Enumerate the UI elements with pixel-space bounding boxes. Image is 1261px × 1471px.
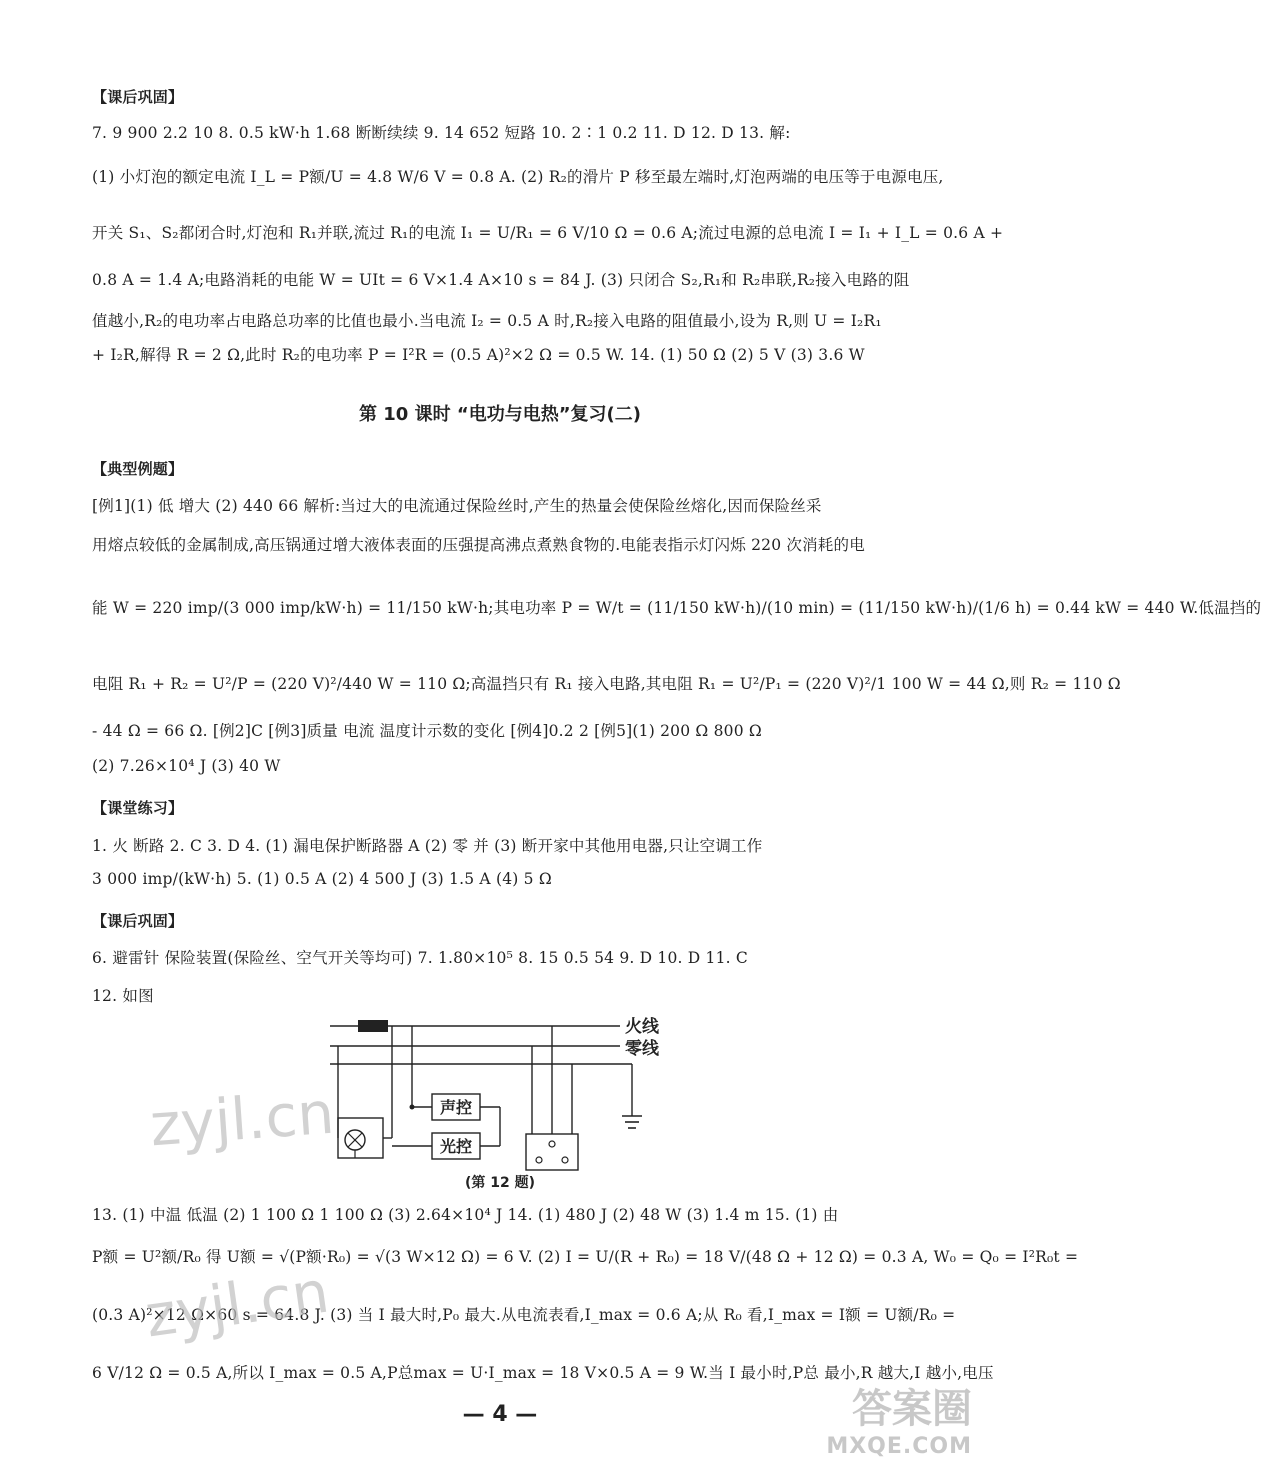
live-wire-label: 火线: [625, 1017, 659, 1037]
text-line: 6. 避雷针 保险装置(保险丝、空气开关等均可) 7. 1.80×10⁵ 8. 15 0.5 54 9. D 10. D 11. C: [92, 949, 748, 967]
text-line: 用熔点较低的金属制成,高压锅通过增大液体表面的压强提高沸点煮熟食物的.电能表指示灯闪烁 220 次消耗的电: [92, 536, 865, 554]
fuse: [358, 1020, 388, 1032]
text-line: P额 = U²额/R₀ 得 U额 = √(P额·R₀) = √(3 W×12 Ω) = 6 V. (2) I = U/(R + R₀) = 18 V/(48 Ω + 12 Ω) = 0.3 A, W₀ = Q₀ = I²R₀t =: [92, 1248, 1079, 1266]
watermark: zyjl.cn: [147, 1078, 337, 1160]
text-line: - 44 Ω = 66 Ω. [例2]C [例3]质量 电流 温度计示数的变化 [例4]0.2 2 [例5](1) 200 Ω 800 Ω: [92, 722, 762, 740]
sound-switch-label: 声控: [439, 1098, 473, 1117]
circuit-diagram: [320, 1012, 690, 1192]
lesson-title: 第 10 课时 “电功与电热”复习(二): [359, 404, 641, 425]
text-line: 1. 火 断路 2. C 3. D 4. (1) 漏电保护断路器 A (2) 零 并 (3) 断开家中其他用电器,只让空调工作: [92, 837, 763, 855]
text-line: 电阻 R₁ + R₂ = U²/P = (220 V)²/440 W = 110 Ω;高温挡只有 R₁ 接入电路,其电阻 R₁ = U²/P₁ = (220 V)²/1 100 W = 44 Ω,则 R₂ = 110 Ω: [92, 675, 1121, 693]
figure-caption: (第 12 题): [464, 1175, 536, 1191]
socket: [526, 1134, 578, 1170]
text-line: 13. (1) 中温 低温 (2) 1 100 Ω 1 100 Ω (3) 2.64×10⁴ J 14. (1) 480 J (2) 48 W (3) 1.4 m 15. (1) 由: [92, 1206, 839, 1224]
page-number: — 4 —: [462, 1402, 538, 1427]
text-line: 6 V/12 Ω = 0.5 A,所以 I_max = 0.5 A,P总max = U·I_max = 18 V×0.5 A = 9 W.当 I 最小时,P总 最小,R 越大,I 越小,电压: [92, 1364, 994, 1382]
text-line: (0.3 A)²×12 Ω×60 s = 64.8 J. (3) 当 I 最大时,P₀ 最大.从电流表看,I_max = 0.6 A;从 R₀ 看,I_max = I额 = U额/R₀ =: [92, 1306, 956, 1324]
text-line: (1) 小灯泡的额定电流 I_L = P额/U = 4.8 W/6 V = 0.8 A. (2) R₂的滑片 P 移至最左端时,灯泡两端的电压等于电源电压,: [92, 168, 944, 186]
section-heading: 【课堂练习】: [92, 799, 184, 817]
text-line: 7. 9 900 2.2 10 8. 0.5 kW·h 1.68 断断续续 9. 14 652 短路 10. 2∶1 0.2 11. D 12. D 13. 解:: [92, 124, 791, 142]
neutral-wire-label: 零线: [625, 1039, 659, 1059]
text-line: 值越小,R₂的电功率占电路总功率的比值也最小.当电流 I₂ = 0.5 A 时,R₂接入电路的阻值最小,设为 R,则 U = I₂R₁: [92, 312, 882, 330]
text-line: + I₂R,解得 R = 2 Ω,此时 R₂的电功率 P = I²R = (0.5 A)²×2 Ω = 0.5 W. 14. (1) 50 Ω (2) 5 V (3) 3.6 W: [92, 346, 865, 364]
text-line: 3 000 imp/(kW·h) 5. (1) 0.5 A (2) 4 500 J (3) 1.5 A (4) 5 Ω: [92, 870, 552, 888]
text-line: 0.8 A = 1.4 A;电路消耗的电能 W = UIt = 6 V×1.4 A×10 s = 84 J. (3) 只闭合 S₂,R₁和 R₂串联,R₂接入电路的阻: [92, 271, 910, 289]
watermark: zyjl.cn: [141, 1257, 333, 1351]
text-line: 12. 如图: [92, 987, 154, 1005]
text-line: (2) 7.26×10⁴ J (3) 40 W: [92, 757, 281, 775]
light-switch-label: 光控: [439, 1137, 473, 1156]
watermark-stamp: [826, 1377, 972, 1459]
text-line: 能 W = 220 imp/(3 000 imp/kW·h) = 11/150 kW·h;其电功率 P = W/t = (11/150 kW·h)/(10 min) = (11/150 kW·h)/(1/6 h) = 0.44 kW = 440 W.低温挡的: [92, 599, 1261, 617]
text-line: [例1](1) 低 增大 (2) 440 66 解析:当过大的电流通过保险丝时,产生的热量会使保险丝熔化,因而保险丝采: [92, 497, 822, 515]
section-heading: 【典型例题】: [92, 460, 184, 478]
watermark-stamp-text: 答案圈: [852, 1386, 972, 1432]
section-heading: 【课后巩固】: [92, 88, 184, 106]
watermark-stamp-url: MXQE.COM: [826, 1434, 972, 1459]
section-heading: 【课后巩固】: [92, 912, 184, 930]
text-line: 开关 S₁、S₂都闭合时,灯泡和 R₁并联,流过 R₁的电流 I₁ = U/R₁ = 6 V/10 Ω = 0.6 A;流过电源的总电流 I = I₁ + I_L = 0.6 A +: [92, 224, 1004, 242]
